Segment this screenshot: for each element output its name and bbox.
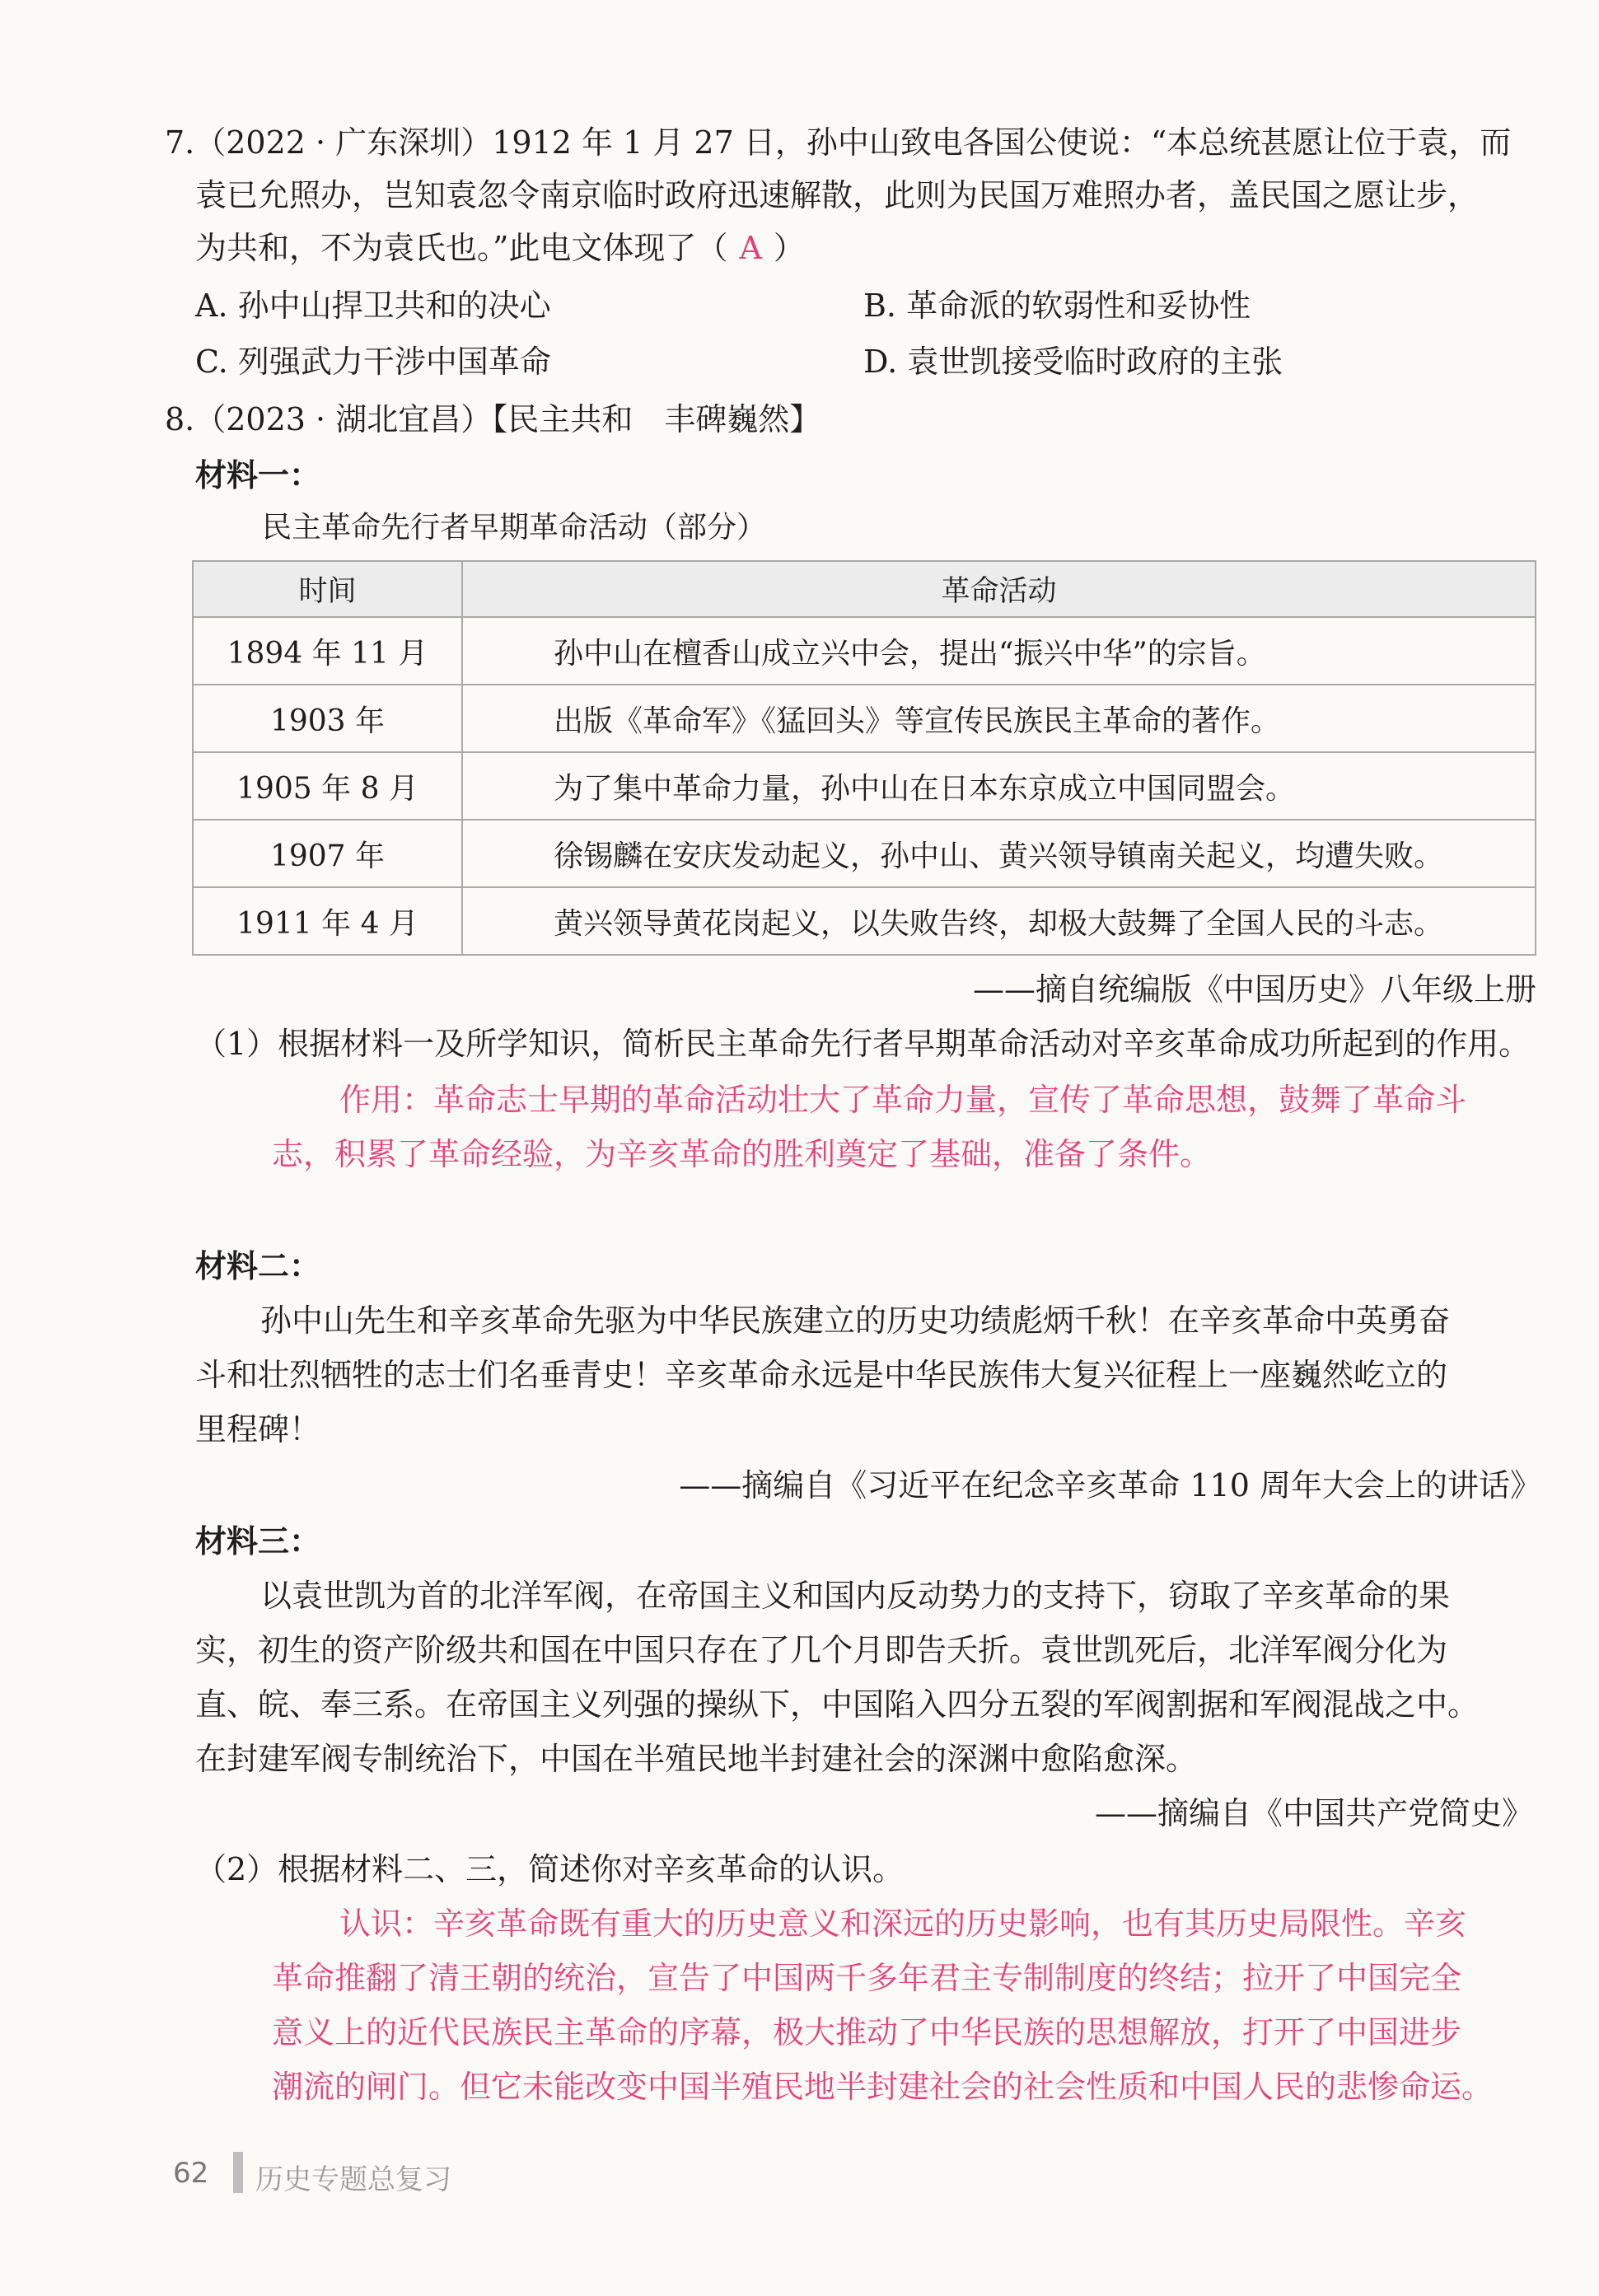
table-row [193, 887, 1536, 955]
footer-divider [233, 2152, 243, 2193]
table-cell-activity: 徐锡麟在安庆发动起义，孙中山、黄兴领导镇南关起义，均遭失败。 [462, 820, 1536, 887]
table-row [193, 685, 1536, 752]
events-table [192, 560, 1536, 956]
table-header-activity: 革命活动 [462, 561, 1536, 617]
table-cell-time: 1905 年 8 月 [193, 752, 462, 820]
material-3-text-1: 以袁世凯为首的北洋军阀，在帝国主义和国内反动势力的支持下，窃取了辛亥革命的果 [260, 1578, 1451, 1614]
answer-1-line-2: 志，积累了革命经验，为辛亥革命的胜利奠定了基础，准备了条件。 [272, 1136, 1212, 1172]
q7-option-c: C. 列强武力干涉中国革命 [195, 344, 551, 380]
answer-1-line-1: 作用：革命志士早期的革命活动壮大了革命力量，宣传了革命思想，鼓舞了革命斗 [339, 1082, 1467, 1118]
q7-option-a: A. 孙中山捍卫共和的决心 [195, 288, 551, 324]
table-header-row [193, 561, 1536, 617]
q7-stem-line-1: 7.（2022 · 广东深圳）1912 年 1 月 27 日，孙中山致电各国公使说：“本总统甚愿让位于袁，而 [165, 124, 1512, 161]
material-1-source: ——摘自统编版《中国历史》八年级上册 [972, 971, 1536, 1008]
material-1-label: 材料一： [195, 456, 321, 493]
sub-question-2: （2）根据材料二、三，简述你对辛亥革命的认识。 [195, 1851, 905, 1887]
page-number: 62 [173, 2157, 209, 2190]
material-2-text-2: 斗和壮烈牺牲的志士们名垂青史！辛亥革命永远是中华民族伟大复兴征程上一座巍然屹立的 [195, 1357, 1448, 1393]
q7-stem-line-3 [195, 227, 805, 269]
q7-option-d: D. 袁世凯接受临时政府的主张 [863, 344, 1283, 380]
material-3-text-3: 直、皖、奉三系。在帝国主义列强的操纵下，中国陷入四分五裂的军阀割据和军阀混战之中。 [195, 1686, 1480, 1723]
table-cell-time: 1903 年 [193, 685, 462, 752]
q7-stem-line-2: 袁已允照办，岂知袁忽令南京临时政府迅速解散，此则为民国万难照办者，盖民国之愿让步， [195, 177, 1480, 213]
table-header-time: 时间 [193, 561, 462, 617]
material-2-text-3: 里程碑！ [195, 1411, 321, 1447]
table-cell-time: 1894 年 11 月 [193, 617, 462, 685]
material-3-label: 材料三： [195, 1522, 321, 1560]
material-3-source: ——摘编自《中国共产党简史》 [1094, 1795, 1533, 1831]
book-title: 历史专题总复习 [255, 2163, 451, 2196]
q7-answer: A [739, 230, 762, 266]
answer-2-line-2: 革命推翻了清王朝的统治，宣告了中国两千多年君主专制制度的终结；拉开了中国完全 [272, 1960, 1462, 1996]
q7-option-b: B. 革命派的软弱性和妥协性 [863, 288, 1251, 324]
table-cell-activity: 孙中山在檀香山成立兴中会，提出“振兴中华”的宗旨。 [462, 617, 1536, 685]
sub-question-1: （1）根据材料一及所学知识，简析民主革命先行者早期革命活动对辛亥革命成功所起到的作用。 [195, 1026, 1531, 1062]
material-3-text-2: 实，初生的资产阶级共和国在中国只存在了几个月即告夭折。袁世凯死后，北洋军阀分化为 [195, 1632, 1448, 1668]
table-cell-activity: 出版《革命军》《猛回头》等宣传民族民主革命的著作。 [462, 685, 1536, 752]
q8-header: 8.（2023 · 湖北宜昌）【民主共和 丰碑巍然】 [165, 401, 821, 437]
answer-2-line-4: 潮流的闸门。但它未能改变中国半殖民地半封建社会的社会性质和中国人民的悲惨命运。 [272, 2069, 1494, 2105]
table-cell-time: 1907 年 [193, 820, 462, 887]
answer-2-line-1: 认识：辛亥革命既有重大的历史意义和深远的历史影响，也有其历史局限性。辛亥 [339, 1906, 1467, 1942]
material-3-text-4: 在封建军阀专制统治下，中国在半殖民地半封建社会的深渊中愈陷愈深。 [195, 1741, 1198, 1777]
table-cell-activity: 为了集中革命力量，孙中山在日本东京成立中国同盟会。 [462, 752, 1536, 820]
table-title: 民主革命先行者早期革命活动（部分） [262, 511, 767, 545]
table-cell-time: 1911 年 4 月 [193, 887, 462, 955]
table-cell-activity: 黄兴领导黄花岗起义，以失败告终，却极大鼓舞了全国人民的斗志。 [462, 887, 1536, 955]
q7-stem-line-3-prefix: 为共和，不为袁氏也。”此电文体现了（ [195, 230, 728, 266]
material-2-text-1: 孙中山先生和辛亥革命先驱为中华民族建立的历史功绩彪炳千秋！在辛亥革命中英勇奋 [260, 1302, 1451, 1339]
material-2-source: ——摘编自《习近平在纪念辛亥革命 110 周年大会上的讲话》 [679, 1467, 1541, 1503]
material-2-label: 材料二： [195, 1247, 321, 1284]
table-row [193, 617, 1536, 685]
q7-stem-line-3-suffix: ） [773, 230, 805, 266]
table-row [193, 752, 1536, 820]
answer-2-line-3: 意义上的近代民族民主革命的序幕，极大推动了中华民族的思想解放，打开了中国进步 [272, 2014, 1462, 2051]
table-row [193, 820, 1536, 887]
